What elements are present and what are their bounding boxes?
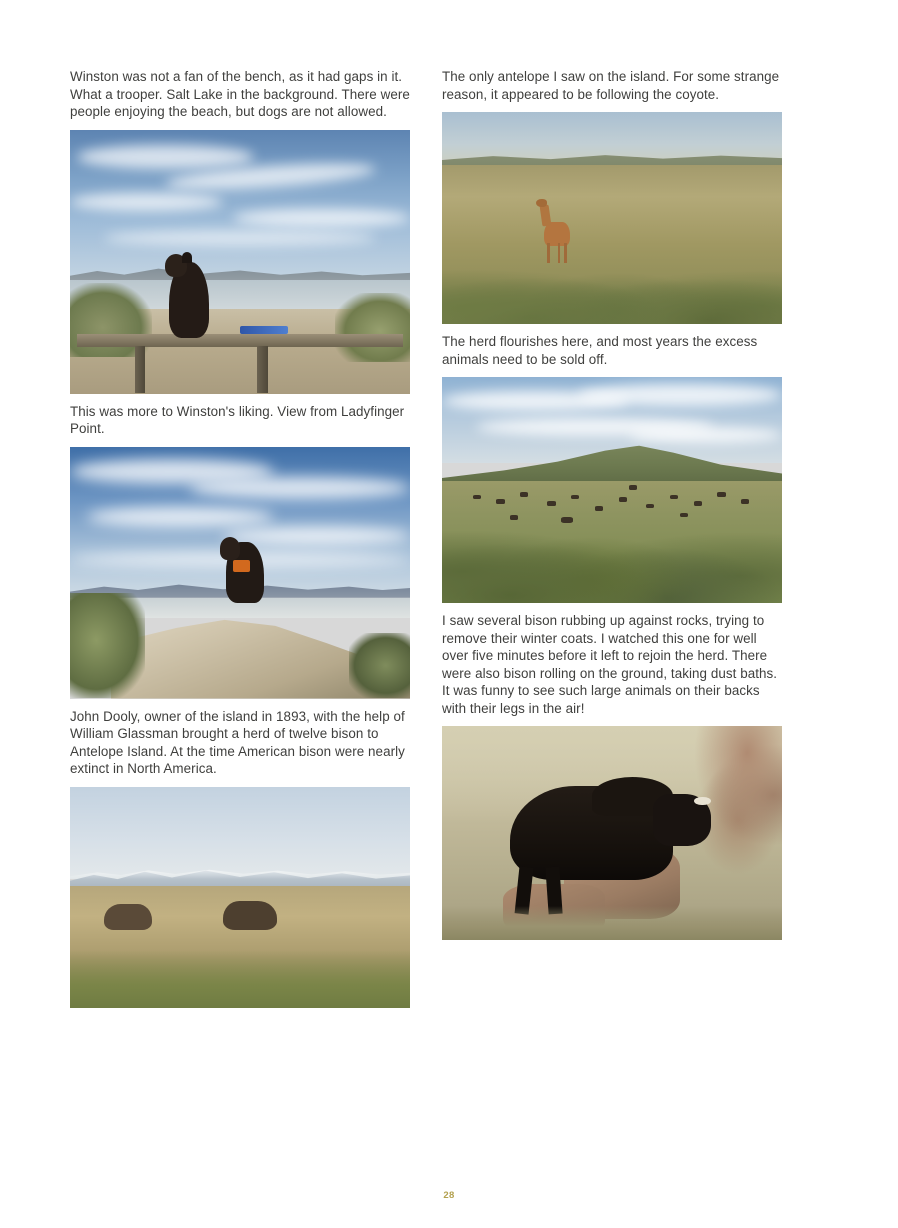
bench-seat [77, 334, 403, 347]
sky-region [70, 787, 410, 880]
cloud-shape [233, 209, 410, 227]
photo-bison-rubbing-rock [442, 726, 782, 940]
bison-dot [561, 517, 573, 523]
shrub-left [70, 593, 145, 699]
antelope-leg [558, 243, 561, 262]
bison-dot [571, 495, 579, 500]
caption-bison-rubbing: I saw several bison rubbing up against rocks, trying to remove their winter coats. I watched this one for well over five minutes before it left to rejoin the herd. There were also bison rolling on the ground, taking dust baths. It was funny to see such large animals on their backs with their legs in the air! [442, 613, 778, 716]
bison-dot [646, 504, 654, 509]
cloud-shape [77, 145, 254, 169]
page-number: 28 [443, 1190, 455, 1201]
bench-leg [257, 346, 268, 394]
dog-ear [182, 252, 192, 263]
shrub-cluster [442, 499, 782, 603]
sky-region [442, 112, 782, 159]
bison-left [104, 904, 152, 931]
left-column [70, 68, 410, 1008]
bison-dot [595, 506, 603, 511]
cloud-shape [87, 507, 274, 527]
bison-dot [717, 492, 725, 497]
page-columns [70, 68, 828, 1008]
bison-dot [520, 492, 528, 497]
bison-dot [496, 499, 504, 504]
dog-harness [233, 560, 250, 573]
bison-right [223, 901, 277, 930]
bison-dot [619, 497, 627, 502]
antelope-leg [547, 243, 550, 262]
caption-antelope: The only antelope I saw on the island. For some strange reason, it appeared to be following the coyote. [442, 69, 780, 102]
shrub-right [335, 293, 410, 362]
caption-ladyfinger-point: This was more to Winston's liking. View from Ladyfinger Point. [70, 403, 405, 436]
antelope-head [536, 199, 548, 207]
photo-dog-on-rock [70, 447, 410, 699]
bison-dot [473, 495, 481, 500]
right-column [442, 68, 782, 1008]
bison-dot [510, 515, 518, 520]
bison-dot [547, 501, 555, 506]
cloud-shape [629, 427, 782, 443]
green-foreground [70, 950, 410, 1007]
photo-bison-herd [442, 377, 782, 603]
caption-herd-flourishes: The herd flourishes here, and most years the excess animals need to be sold off. [442, 334, 758, 367]
shrub-cluster [442, 243, 782, 324]
blue-object [240, 326, 288, 334]
caption-bison-history: John Dooly, owner of the island in 1893, with the help of William Glassman brought a herd of twelve bison to Antelope Island. At the time American bison were nearly extinct in North America. [70, 708, 405, 776]
foreground-grass [442, 906, 782, 940]
bison-dot [670, 495, 678, 500]
dog-head [220, 537, 240, 560]
antelope-leg [564, 243, 567, 262]
bison-dot [680, 513, 688, 518]
cloud-shape [104, 230, 376, 246]
photo-pronghorn-antelope [442, 112, 782, 324]
photo-two-bison-grazing [70, 787, 410, 1008]
shrub-right [349, 633, 410, 699]
caption-bench-photo: Winston was not a fan of the bench, as it had gaps in it. What a trooper. Salt Lake in the background. There were people enjoying the beach, but dogs are not allowed. [70, 69, 410, 119]
bison-dot [741, 499, 749, 504]
bison-horn [694, 797, 711, 806]
bison-dot [694, 501, 702, 506]
bison-dot [629, 485, 637, 490]
bench-leg [135, 346, 146, 394]
photo-dog-on-bench [70, 130, 410, 394]
